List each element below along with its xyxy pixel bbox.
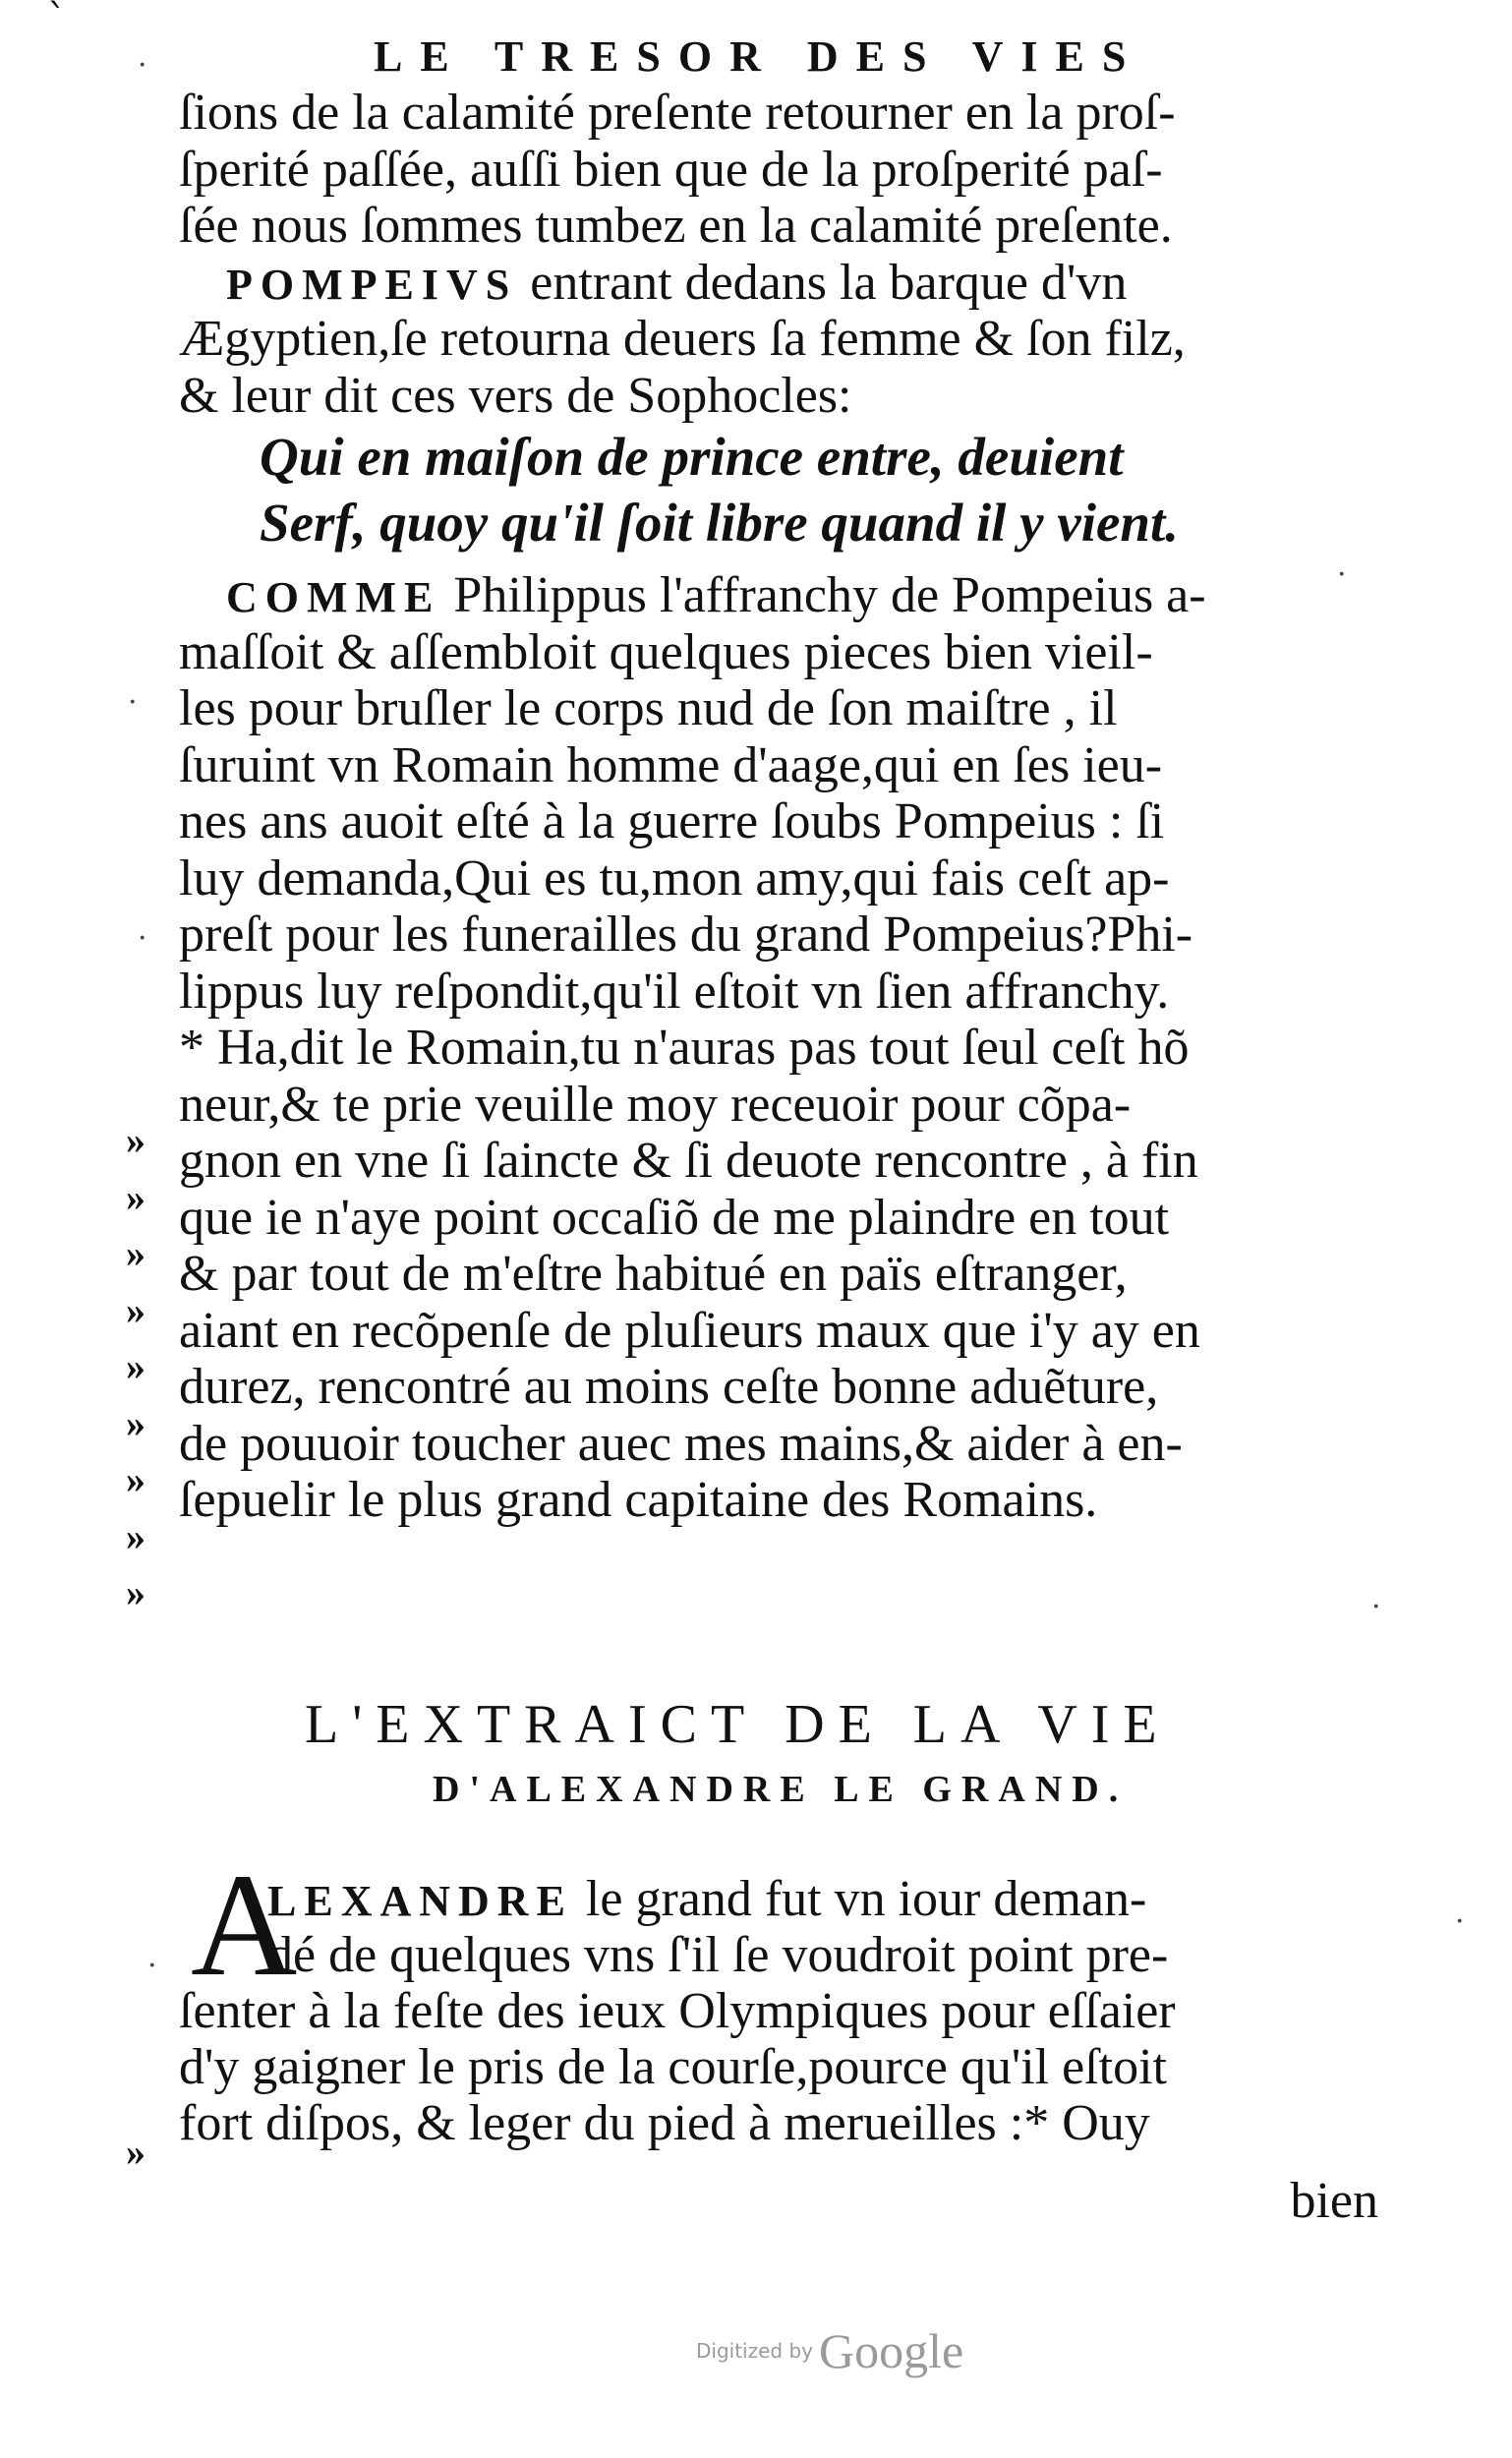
margin-quote-mark: »: [126, 2130, 145, 2174]
text-line: ſepuelir le plus grand capitaine des Romains.: [179, 1472, 1098, 1528]
margin-quote-mark: »: [126, 1400, 145, 1445]
text-line: luy demanda,Qui es tu,mon amy,qui fais ceſt ap-: [179, 849, 1170, 907]
margin-quote-mark: »: [126, 1570, 145, 1614]
margin-quote-mark: »: [126, 1457, 145, 1501]
margin-quote-marks: [126, 2124, 175, 2181]
text-span: le grand fut vn iour deman-: [572, 1871, 1147, 1927]
text-span: Philippus l'affranchy de Pompeius a-: [440, 567, 1206, 623]
catchword: bien: [1290, 2173, 1378, 2229]
text-line: & par tout de m'eſtre habitué en païs eſtranger,: [179, 1246, 1128, 1302]
text-line: dé de quelques vns ſ'il ſe voudroit point pre-: [267, 1927, 1169, 1983]
text-line: que ie n'aye point occaſiõ de me plaindre en tout: [179, 1189, 1170, 1246]
text-line: preſt pour les funerailles du grand Pompeius?Phi-: [179, 907, 1193, 963]
small-caps-word: COMME: [226, 573, 441, 621]
text-line: ſperité paſſée, auſſi bien que de la proſperité paſ-: [179, 141, 1163, 198]
text-line: lippus luy reſpondit,qu'il eſtoit vn ſien affranchy.: [179, 963, 1170, 1020]
section-title: L'EXTRAICT DE LA VIE: [305, 1694, 1171, 1755]
section-subtitle: D'ALEXANDRE LE GRAND.: [433, 1769, 1129, 1810]
print-speck: ·: [128, 685, 138, 720]
running-title: LE TRESOR DES VIES: [374, 32, 1144, 81]
margin-quote-mark: »: [126, 1513, 145, 1558]
drop-cap: A: [191, 1844, 298, 2007]
text-line: neur,& te prie veuille moy receuoir pour cõpa-: [179, 1076, 1132, 1133]
text-line: les pour bruſler le corps nud de ſon maiſtre , il: [179, 680, 1118, 736]
margin-quote-marks: [126, 1112, 175, 1621]
text-span: entrant dedans la barque d'vn: [517, 254, 1128, 311]
print-speck: ·: [1337, 557, 1347, 592]
watermark-prefix: Digitized by: [696, 2339, 813, 2363]
text-line: ſenter à la feſte des ieux Olympiques pour eſſaier: [179, 1983, 1176, 2039]
text-line: aiant en recõpenſe de pluſieurs maux que i'y ay en: [179, 1302, 1200, 1359]
small-caps-word: POMPEIVS: [226, 260, 518, 309]
text-line: gnon en vne ſi ſaincte & ſi deuote rencontre , à fin: [179, 1133, 1198, 1189]
text-block-alexander: [179, 1871, 1378, 2151]
print-speck: ·: [1371, 1590, 1381, 1624]
print-speck: ·: [138, 48, 147, 83]
text-line: [179, 1871, 1378, 1927]
small-caps-word: LEXANDRE: [267, 1877, 573, 1925]
verse-line: Serf, quoy qu'il ſoit libre quand il y vient.: [260, 493, 1180, 553]
text-line: [179, 567, 1378, 624]
text-line: maſſoit & aſſembloit quelques pieces bien vieil-: [179, 623, 1153, 680]
text-block-main: [179, 85, 1378, 1529]
margin-quote-mark: »: [126, 1231, 145, 1275]
google-watermark: [696, 2322, 1011, 2391]
margin-quote-mark: »: [126, 1174, 145, 1219]
margin-quote-mark: »: [126, 1344, 145, 1388]
text-line: ſée nous ſommes tumbez en la calamité preſente.: [179, 198, 1173, 254]
text-line: d'y gaigner le pris de la courſe,pource qu'il eſtoit: [179, 2039, 1167, 2095]
print-speck: ·: [147, 1949, 157, 1983]
google-logo: Google: [819, 2323, 964, 2378]
margin-quote-mark: »: [126, 1118, 145, 1162]
text-line: ſuruint vn Romain homme d'aage,qui en ſes ieu-: [179, 736, 1163, 793]
text-line: & leur dit ces vers de Sophocles:: [179, 367, 852, 424]
corner-mark: `: [47, 0, 67, 42]
text-line: de pouuoir toucher auec mes mains,& aider à en-: [179, 1415, 1183, 1472]
text-line: * Ha,dit le Romain,tu n'auras pas tout ſeul ceſt hõ: [179, 1020, 1190, 1076]
print-speck: ·: [138, 921, 147, 956]
text-line: durez, rencontré au moins ceſte bonne aduẽture,: [179, 1359, 1159, 1415]
print-speck: ·: [1455, 1904, 1465, 1939]
text-line: fort diſpos, & leger du pied à merueilles :* Ouy: [179, 2095, 1150, 2151]
margin-quote-mark: »: [126, 1287, 145, 1332]
verse-line: Qui en maiſon de prince entre, deuient: [260, 427, 1124, 487]
text-line: nes ans auoit eſté à la guerre ſoubs Pompeius : ſi: [179, 793, 1165, 849]
text-line: ſions de la calamité preſente retourner en la proſ-: [179, 85, 1176, 141]
text-line: Ægyptien,ſe retourna deuers ſa femme & ſon filz,: [179, 311, 1186, 367]
text-line: [179, 255, 1378, 312]
